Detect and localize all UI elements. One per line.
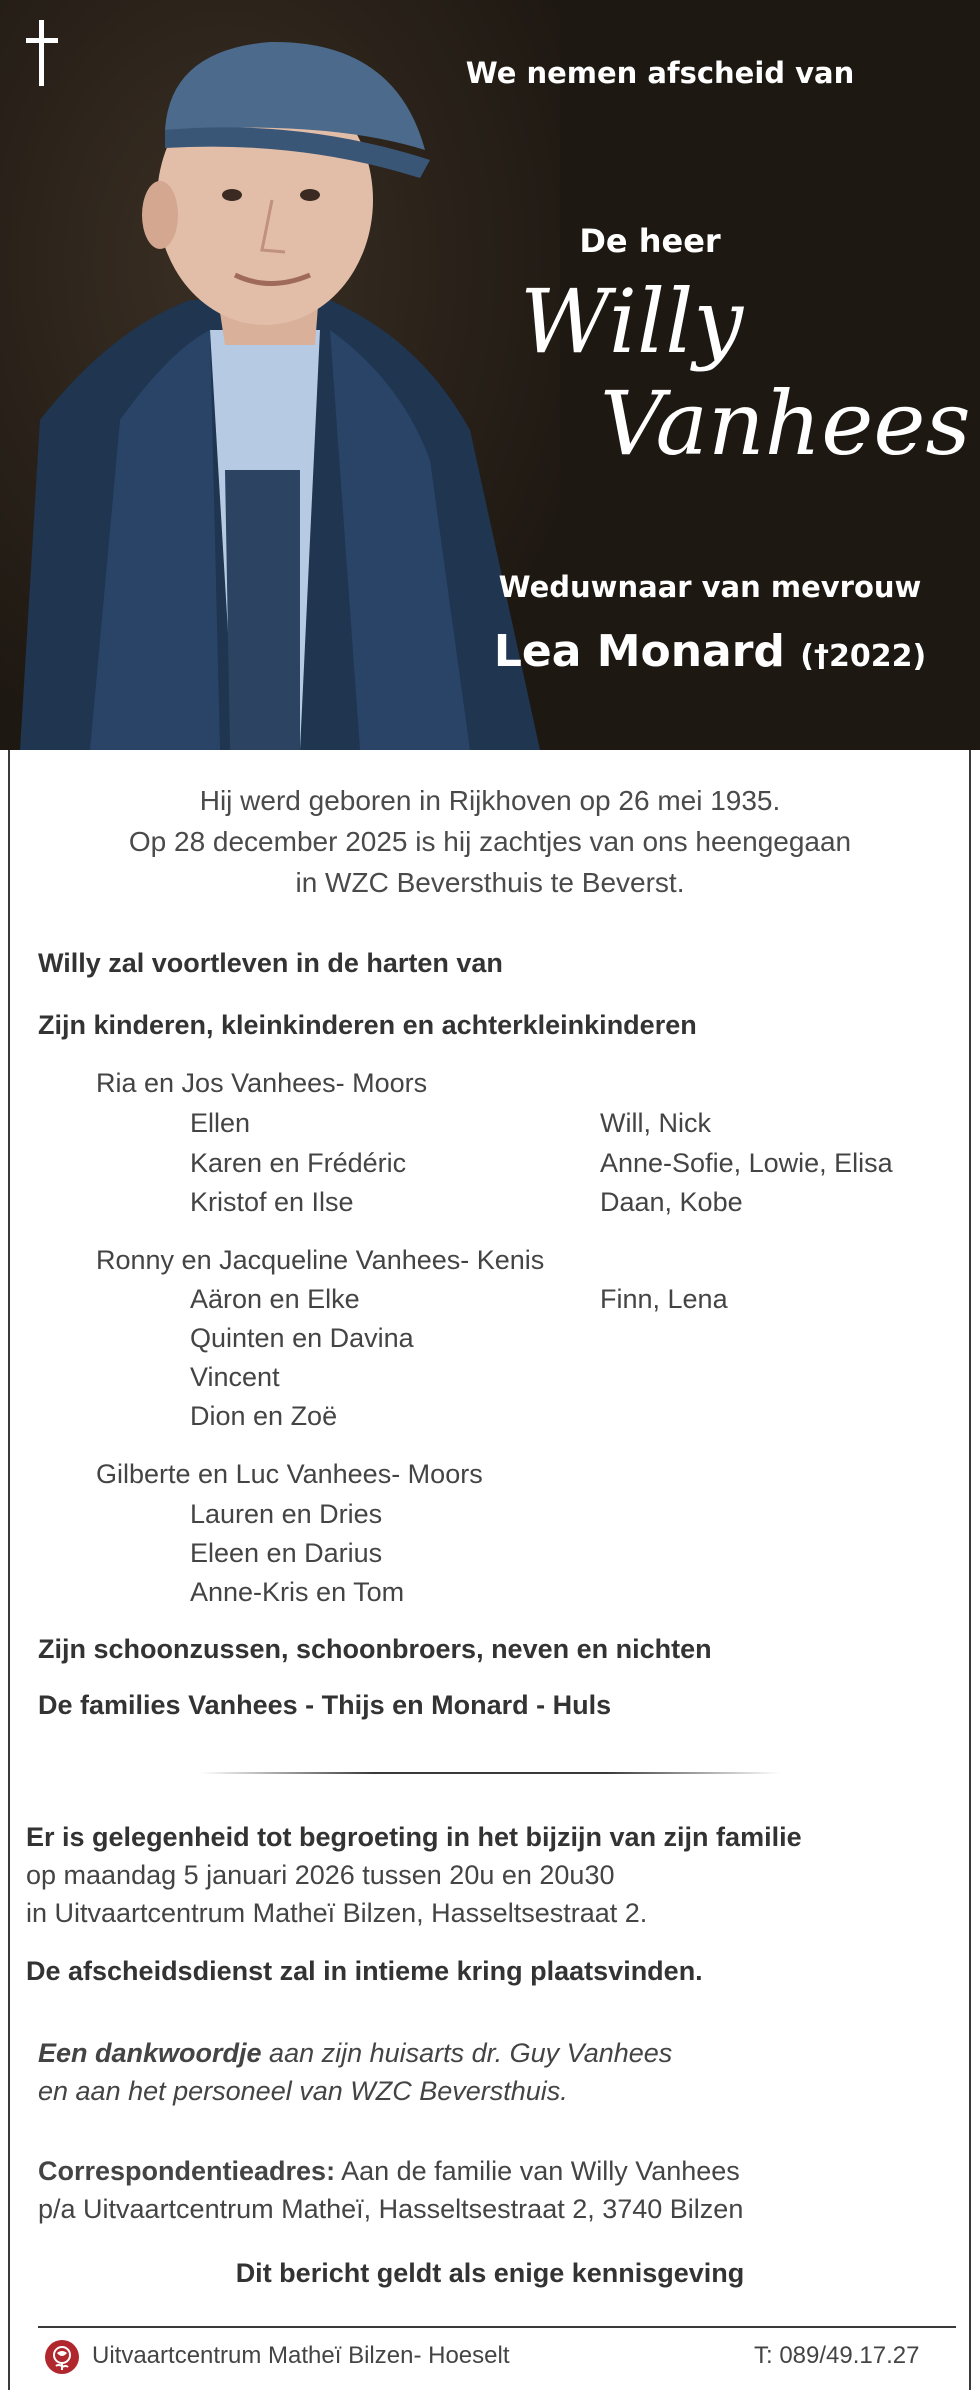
deceased-last-name: Vanhees (600, 372, 971, 475)
widow-label: Weduwnaar van mevrouw (498, 570, 922, 604)
grandchild-name: Eleen en Darius (190, 1538, 383, 1568)
grandchild-name: Quinten en Davina (190, 1323, 414, 1353)
visitation-location: in Uitvaartcentrum Matheï Bilzen, Hasseltsestraat 2. (26, 1898, 648, 1928)
footer-funeral-home: Uitvaartcentrum Matheï Bilzen- Hoeselt (92, 2342, 510, 2369)
thanks-label: Een dankwoordje (38, 2038, 262, 2068)
intro-line: Hij werd geboren in Rijkhoven op 26 mei 1935. (199, 785, 781, 816)
child-name: Gilberte en Luc Vanhees- Moors (96, 1459, 483, 1489)
deceased-first-name: Willy (520, 270, 744, 373)
header-intro: We nemen afscheid van (465, 56, 855, 90)
great-grandchild-name: Daan, Kobe (600, 1187, 743, 1217)
section-divider (200, 1772, 780, 1774)
grandchild-name: Anne-Kris en Tom (190, 1577, 405, 1607)
thanks-line: en aan het personeel van WZC Beversthuis. (38, 2076, 568, 2106)
grandchild-name: Ellen (190, 1108, 251, 1138)
grandchild-name: Vincent (190, 1362, 280, 1392)
correspondence-text: Aan de familie van Willy Vanhees (335, 2156, 740, 2186)
child-name: Ria en Jos Vanhees- Moors (96, 1068, 428, 1098)
correspondence-address: p/a Uitvaartcentrum Matheï, Hasseltsestraat 2, 3740 Bilzen (38, 2194, 744, 2224)
footer-divider (38, 2326, 956, 2328)
visitation-date: op maandag 5 januari 2026 tussen 20u en 20u30 (26, 1860, 615, 1890)
visitation-heading: Er is gelegenheid tot begroeting in het bijzijn van zijn familie (26, 1822, 802, 1852)
grandchild-name: Kristof en Ilse (190, 1187, 354, 1217)
spouse-name-text: Lea Monard (493, 626, 785, 677)
grandchild-name: Aäron en Elke (190, 1284, 360, 1314)
thanks-text: aan zijn huisarts dr. Guy Vanhees (261, 2038, 673, 2068)
child-name: Ronny en Jacqueline Vanhees- Kenis (96, 1245, 545, 1275)
header-banner (0, 0, 980, 750)
notice-text: Dit bericht geldt als enige kennisgeving (235, 2258, 745, 2288)
intro-line: Op 28 december 2025 is hij zachtjes van ons heengegaan (128, 826, 852, 857)
great-grandchild-name: Anne-Sofie, Lowie, Elisa (600, 1148, 893, 1178)
body-frame (8, 750, 971, 2390)
spouse-name (450, 626, 970, 677)
grandchild-name: Dion en Zoë (190, 1401, 338, 1431)
grandchild-name: Lauren en Dries (190, 1499, 383, 1529)
service-note: De afscheidsdienst zal in intieme kring plaatsvinden. (26, 1956, 703, 1986)
great-grandchild-name: Will, Nick (600, 1108, 711, 1138)
grandchild-name: Karen en Frédéric (190, 1148, 407, 1178)
rose-logo-icon (44, 2339, 80, 2375)
cross-icon (22, 18, 62, 88)
spouse-year: (†2022) (800, 639, 927, 674)
intro-text (0, 780, 980, 903)
correspondence-label: Correspondentieadres: (38, 2156, 336, 2186)
great-grandchild-name: Finn, Lena (600, 1284, 728, 1314)
kids-heading: Zijn kinderen, kleinkinderen en achterkleinkinderen (38, 1010, 697, 1040)
header-title: De heer (579, 222, 721, 260)
families-heading: De families Vanhees - Thijs en Monard - Huls (38, 1690, 612, 1720)
intro-line: in WZC Beversthuis te Beverst. (295, 867, 685, 898)
correspondence-line (38, 2156, 740, 2187)
footer-phone: T: 089/49.17.27 (754, 2342, 920, 2369)
thanks-line (38, 2038, 672, 2069)
live-on-heading: Willy zal voortleven in de harten van (38, 948, 503, 978)
inlaws-heading: Zijn schoonzussen, schoonbroers, neven en nichten (38, 1634, 712, 1664)
